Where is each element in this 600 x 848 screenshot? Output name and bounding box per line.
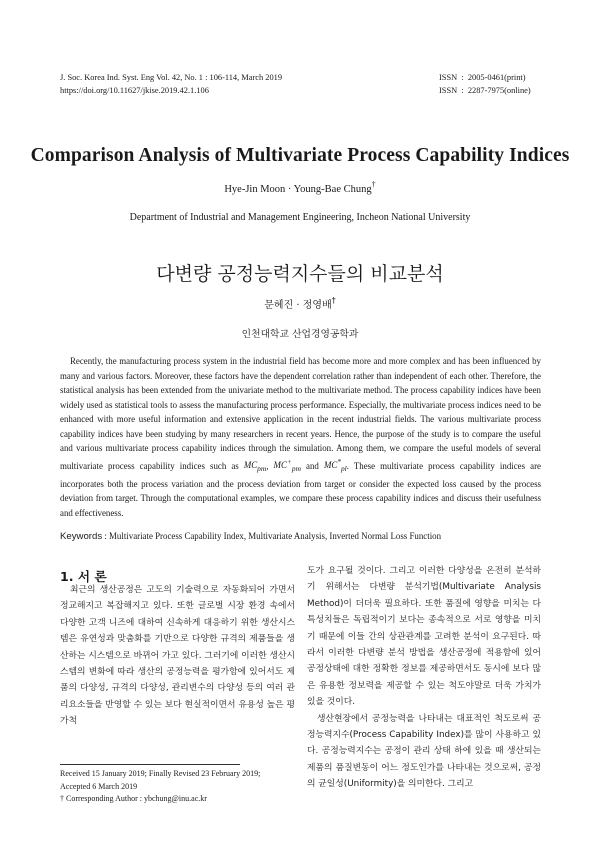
abstract: Recently, the manufacturing process system in the industrial field has become more and more complex and has been influenced by many and various factors. Moreover, these factors have the dependent correlation rather than independent of each other. Therefore, the statistical analysis has been extended from the univariate method to the multivariate method. The process capability indices have been widely used as statistical tools to assess the manufacturing process performance. Especially, the multivariate process indices need to be enhanced with more useful information and extensive application in the recent industrial fields. The various multivariate process capability indices have been studying by many researchers in recent years. Hence, the purpose of the study is to compare the useful and various multivariate process capability indices through the simulation. Among them, we compare the useful models of several multivariate process capability indices such as $MC_{pm}$, $MC^+_{pm}$ and $MC^*_{pl}$. These multivariate process capability indices are incorporates both the process variation and the process deviation from target or consider the expected loss caused by the process deviation from target. Through the computational examples, we compare these process capability indices and discuss their usefulness and effectiveness. bbox=[60, 356, 541, 518]
section-heading: 1. 서 론 bbox=[60, 569, 107, 584]
keywords-list: : Multivariate Process Capability Index, Multivariate Analysis, Inverted Normal Loss Function bbox=[102, 531, 442, 541]
authors bbox=[0, 180, 600, 195]
corresponding-author bbox=[60, 793, 300, 806]
paper-title: Comparison Analysis of Multivariate Process Capability Indices bbox=[30, 145, 570, 166]
abstract-text-end: . These multivariate process capability indices are incorporates both the process variation and the process deviation from target or consider the expected loss caused by the process deviation from target. Through the computational examples, we compare these process capability indices and discuss their usefulness and effectiveness. bbox=[60, 460, 541, 518]
paragraph: 생산현장에서 공정능력을 나타내는 대표적인 척도로써 공정능력지수(Process Capability Index)를 많이 사용하고 있다. 공정능력지수는 공정이 관리 상태 하에 있을 때 생산되는 제품의 품질변동이 어느 정도인가를 나타내는 것으로써, 공정의 균일성(Uniformity)을 의미한다. 그리고 bbox=[307, 713, 541, 790]
accepted-date: Accepted 6 March 2019 bbox=[60, 781, 138, 791]
author-names: Hye-Jin Moon · Young-Bae Chung bbox=[224, 184, 372, 195]
math-mc-pm-plus: $MC^+_{pm}$ bbox=[273, 457, 301, 474]
body-column-left bbox=[60, 582, 295, 730]
corresponding-email: Corresponding Author : ybchung@inu.ac.kr bbox=[64, 794, 207, 804]
dagger-mark: † bbox=[60, 794, 64, 804]
abstract-text: Recently, the manufacturing process system in the industrial field has become more and more complex and has been influenced by many and various factors. Moreover, these factors have the dependent correlation rather than independent of each other. Therefore, the statistical analysis has been extended from the univariate method to the multivariate method. The process capability indices have been widely used as statistical tools to assess the manufacturing process performance. Especially, the multivariate process indices need to be enhanced with more useful information and extensive application in the recent industrial fields. The various multivariate process capability indices have been studying by many researchers in recent years. Hence, the purpose of the study is to compare the useful and various multivariate process capability indices through the simulation. Among them, we compare the useful models of several multivariate process capability indices such as bbox=[60, 356, 541, 471]
issn-online: ISSN : 2287-7975(online) bbox=[439, 86, 531, 95]
korean-authors bbox=[0, 296, 600, 311]
doi-link[interactable]: https://doi.org/10.11627/jkise.2019.42.1.106 bbox=[60, 86, 209, 95]
paragraph: 최근의 생산공정은 고도의 기술력으로 자동화되어 가면서 정교해지고 복잡해지고 있다. 또한 글로벌 시장 환경 속에서 다양한 고객 니즈에 대하여 신속하게 대응하기 위한 생산시스템은 유연성과 맞춤화를 기반으로 다양한 규격의 제품들을 생산하는 시스템으로 바뀌어 가고 있다. 그러기에 이러한 생산시스템의 변화에 따라 생산의 공정능력을 평가함에 있어서도 제품의 다양성, 규격의 다양성, 관리변수의 다양성 등의 여러 관리요소들을 반영할 수 있는 보다 현실적이면서 유용성 높은 평가척 bbox=[60, 585, 295, 727]
footnote-divider bbox=[60, 764, 240, 765]
body-column-right bbox=[307, 563, 541, 793]
corresponding-mark: † bbox=[371, 180, 376, 189]
paragraph: 도가 요구될 것이다. 그리고 이러한 다양성을 온전히 분석하기 위해서는 다변량 분석기법(Multivariate Analysis Method)이 더더욱 필요하다. 또한 품질에 영향을 미치는 다특성치들은 독립적이기 보다는 종속적으로 서로 영향을 미치기 때문에 이들 간의 상관관계를 고려한 분석이 요구된다. 따라서 이러한 다변량 분석 방법을 생산공정에 적용함에 있어 공정상태에 대한 정확한 정보를 제공하면서도 동시에 보다 많은 유용한 정보력을 제공할 수 있는 척도야말로 더욱 가치가 있을 것이다. bbox=[307, 566, 541, 708]
korean-affiliation: 인천대학교 산업경영공학과 bbox=[241, 329, 359, 340]
footnote bbox=[60, 768, 300, 806]
korean-corresponding-mark: † bbox=[331, 296, 336, 305]
math-mc-pl-star: $MC^*_{pl}$ bbox=[323, 457, 347, 474]
received-date: Received 15 January 2019; Finally Revised 23 February 2019; bbox=[60, 769, 261, 778]
journal-citation: J. Soc. Korea Ind. Syst. Eng Vol. 42, No. 1 : 106-114, March 2019 bbox=[60, 73, 283, 82]
math-mc-pm: $MC_{pm}$ bbox=[243, 460, 267, 474]
keywords-label: Keywords bbox=[60, 531, 103, 542]
keywords bbox=[60, 531, 441, 542]
affiliation: Department of Industrial and Management Engineering, Incheon National University bbox=[129, 212, 471, 223]
korean-title: 다변량 공정능력지수들의 비교분석 bbox=[156, 263, 444, 285]
issn-print: ISSN : 2005-0461(print) bbox=[439, 73, 526, 82]
korean-author-names: 문혜진 · 정영배 bbox=[264, 300, 332, 311]
